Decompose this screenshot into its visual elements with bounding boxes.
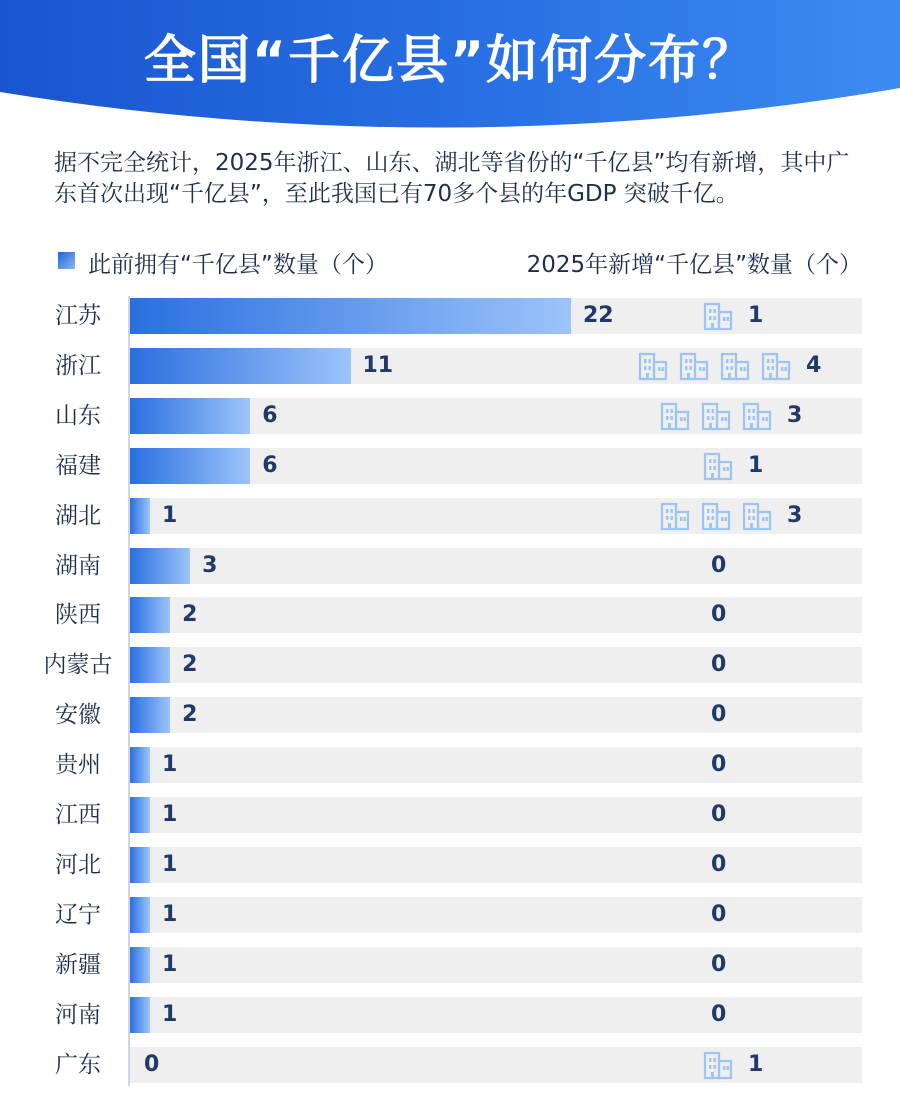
value-label-existing: 1	[162, 951, 178, 977]
value-label-existing: 6	[262, 402, 278, 428]
bar-existing	[130, 747, 150, 783]
building-icon	[760, 350, 792, 382]
value-label-new: 0	[711, 552, 727, 578]
value-label-new: 0	[711, 702, 727, 728]
category-label: 新疆	[55, 951, 101, 978]
value-label-new: 0	[711, 602, 727, 628]
value-label-existing: 1	[162, 1001, 178, 1027]
category-label: 河北	[55, 851, 101, 878]
value-label-existing: 1	[162, 901, 178, 927]
bar-existing	[130, 448, 250, 484]
category-label: 湖南	[55, 552, 101, 579]
value-label-existing: 1	[162, 802, 178, 827]
building-icon	[678, 350, 710, 382]
bar-existing	[130, 548, 190, 584]
row-background	[130, 897, 862, 933]
bar-existing	[130, 498, 150, 534]
value-label-new: 4	[806, 352, 822, 378]
row-background	[130, 597, 862, 633]
value-label-new: 0	[711, 851, 727, 877]
row-background	[130, 647, 862, 683]
bar-existing	[130, 847, 150, 883]
row-background	[130, 797, 862, 833]
value-label-new: 3	[787, 502, 803, 528]
value-label-existing: 11	[362, 352, 394, 378]
value-label-existing: 6	[262, 452, 278, 478]
row-background	[130, 997, 862, 1033]
row-background	[130, 847, 862, 883]
building-icon	[659, 400, 691, 432]
building-icon	[637, 350, 669, 382]
row-background	[130, 548, 862, 584]
category-label: 广东	[55, 1051, 101, 1078]
value-label-existing: 2	[182, 652, 198, 678]
value-label-existing: 22	[583, 303, 614, 328]
intro-paragraph: 据不完全统计，2025年浙江、山东、湖北等省份的“千亿县”均有新增，其中广东首次出现“千亿县”，至此我国已有70多个县的年GDP 突破千亿。	[54, 150, 850, 207]
value-label-new: 0	[711, 752, 727, 778]
category-label: 贵州	[55, 752, 101, 779]
row-background	[130, 747, 862, 783]
category-label: 浙江	[55, 352, 101, 379]
value-label-new: 0	[711, 901, 727, 927]
row-background	[130, 947, 862, 983]
bar-existing	[130, 597, 170, 633]
value-label-new: 1	[748, 1051, 764, 1077]
bar-existing	[130, 697, 170, 733]
building-icon	[741, 400, 773, 432]
bar-existing	[130, 647, 170, 683]
value-label-existing: 1	[162, 502, 178, 528]
value-label-new: 0	[711, 951, 727, 977]
bar-existing	[130, 298, 571, 334]
value-label-existing: 2	[182, 702, 198, 728]
value-label-new: 0	[711, 1001, 727, 1027]
building-icon	[702, 1049, 734, 1081]
category-label: 安徽	[55, 702, 101, 729]
category-label: 内蒙古	[43, 652, 113, 679]
value-label-existing: 2	[182, 602, 198, 628]
bar-existing	[130, 797, 150, 833]
category-label: 辽宁	[55, 901, 101, 928]
bar-existing	[130, 348, 351, 384]
category-label: 江苏	[55, 303, 101, 329]
category-label: 福建	[55, 452, 101, 479]
bar-existing	[130, 947, 150, 983]
value-label-new: 0	[711, 652, 727, 678]
building-icon	[719, 350, 751, 382]
category-label: 山东	[55, 402, 101, 429]
legend-new-label: 2025年新增“千亿县”数量（个）	[526, 252, 862, 278]
value-label-existing: 3	[202, 552, 218, 578]
row-background	[130, 697, 862, 733]
category-label: 江西	[55, 802, 101, 828]
building-icon	[659, 500, 691, 532]
category-label: 湖北	[55, 502, 101, 529]
legend-existing-label: 此前拥有“千亿县”数量（个）	[88, 252, 388, 278]
bar-existing	[130, 997, 150, 1033]
value-label-new: 0	[711, 802, 727, 827]
building-icon	[702, 300, 734, 332]
category-label: 河南	[55, 1001, 101, 1028]
value-label-new: 1	[748, 303, 764, 328]
value-label-existing: 1	[162, 851, 178, 877]
page-title: 全国“千亿县”如何分布？	[143, 31, 757, 91]
building-icon	[741, 500, 773, 532]
value-label-existing: 0	[144, 1051, 160, 1077]
building-icon	[700, 500, 732, 532]
building-icon	[702, 450, 734, 482]
bar-existing	[130, 398, 250, 434]
value-label-existing: 1	[162, 752, 178, 778]
bar-existing	[130, 897, 150, 933]
value-label-new: 1	[748, 452, 764, 478]
value-label-new: 3	[787, 402, 803, 428]
building-icon	[700, 400, 732, 432]
category-label: 陕西	[55, 602, 101, 629]
